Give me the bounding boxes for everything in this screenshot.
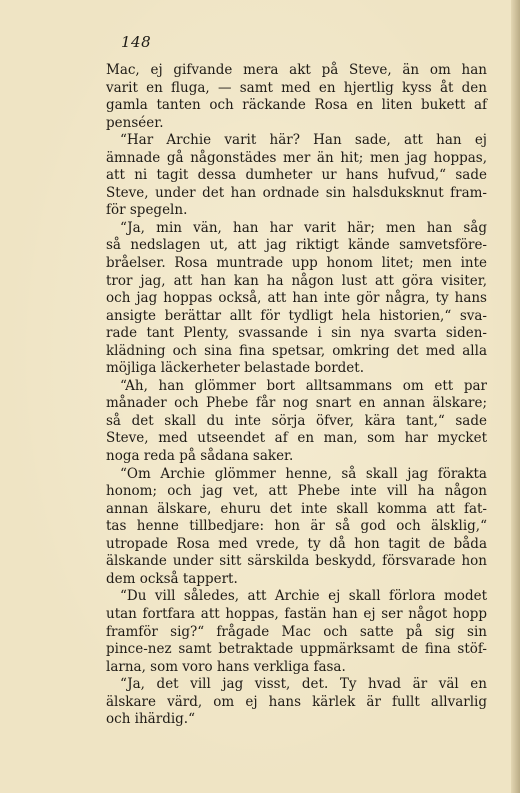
- text-line: “Ah, han glömmer bort alltsammans om ett par: [120, 377, 487, 394]
- text-line: Mac, ej gifvande mera akt på Steve, än om han: [106, 62, 487, 78]
- text-line: noga reda på sådana saker.: [106, 448, 294, 465]
- text-line: ämnade gå någonstädes mer än hit; men jag hoppas,: [106, 149, 487, 166]
- text-line: så nedslagen ut, att jag riktigt kände samvetsföre-: [106, 237, 487, 254]
- body-text: [106, 62, 487, 729]
- text-line: klädning och sina fina spetsar, omkring det med alla: [106, 342, 487, 359]
- text-line: rade tant Plenty, svassande i sin nya svarta siden-: [106, 325, 487, 342]
- page-number: 148: [121, 33, 152, 51]
- text-line: älskande under sitt särskilda beskydd, försvarade hon: [106, 553, 487, 570]
- text-line: “Du vill således, att Archie ej skall förlora modet: [120, 588, 487, 605]
- text-line: utropade Rosa med vrede, ty då hon tagit de båda: [106, 535, 487, 552]
- text-line: Steve, under det han ordnade sin halsduksknut fram-: [106, 184, 487, 201]
- text-line: varit en fluga, — samt med en hjertlig kyss åt den: [106, 79, 487, 96]
- text-line: “Ja, det vill jag visst, det. Ty hvad är väl en: [120, 676, 487, 693]
- text-line: larna, som voro hans verkliga fasa.: [106, 658, 346, 675]
- text-line: och jag hoppas också, att han inte gör några, ty hans: [106, 290, 487, 307]
- text-line: tror jag, att han kan ha någon lust att göra visiter,: [106, 272, 487, 289]
- text-line: “Ja, min vän, han har varit här; men han såg: [120, 219, 487, 236]
- text-line: älskare värd, om ej hans kärlek är fullt allvarlig: [106, 693, 487, 710]
- text-line: möjliga läckerheter belastade bordet.: [106, 360, 365, 377]
- text-line: utan fortfara att hoppas, fastän han ej ser något hopp: [106, 605, 487, 622]
- text-line: pince-nez samt betraktade uppmärksamt de fina stöf-: [106, 641, 487, 658]
- text-line: annan älskare, ehuru det inte skall komma att fat-: [106, 500, 487, 517]
- text-line: penséer.: [106, 114, 164, 131]
- text-line: tas henne tillbedjare: hon är så god och älsklig,“: [106, 518, 487, 535]
- text-line: framför sig?“ frågade Mac och satte på sig sin: [106, 623, 487, 640]
- text-line: månader och Phebe får nog snart en annan älskare;: [106, 395, 487, 412]
- text-line: så det skall du inte sörja öfver, kära tant,“ sade: [106, 412, 487, 429]
- text-line: att ni tagit dessa dumheter ur hans hufvud,“ sade: [106, 167, 487, 184]
- text-line: Steve, med utseendet af en man, som har mycket: [106, 430, 487, 447]
- text-line: gamla tanten och räckande Rosa en liten bukett af: [106, 97, 487, 114]
- text-line: och ihärdig.“: [106, 711, 195, 728]
- text-line: ansigte berättar allt för tydligt hela historien,“ sva-: [106, 307, 487, 324]
- text-line: bråelser. Rosa muntrade upp honom litet; men inte: [106, 255, 487, 272]
- text-line: “Har Archie varit här? Han sade, att han ej: [120, 132, 487, 149]
- page-edge: [511, 0, 520, 793]
- text-line: dem också tappert.: [106, 570, 238, 587]
- text-line: honom; och jag vet, att Phebe inte vill ha någon: [106, 483, 487, 500]
- text-line: “Om Archie glömmer henne, så skall jag förakta: [120, 465, 487, 482]
- text-line: för spegeln.: [106, 202, 188, 219]
